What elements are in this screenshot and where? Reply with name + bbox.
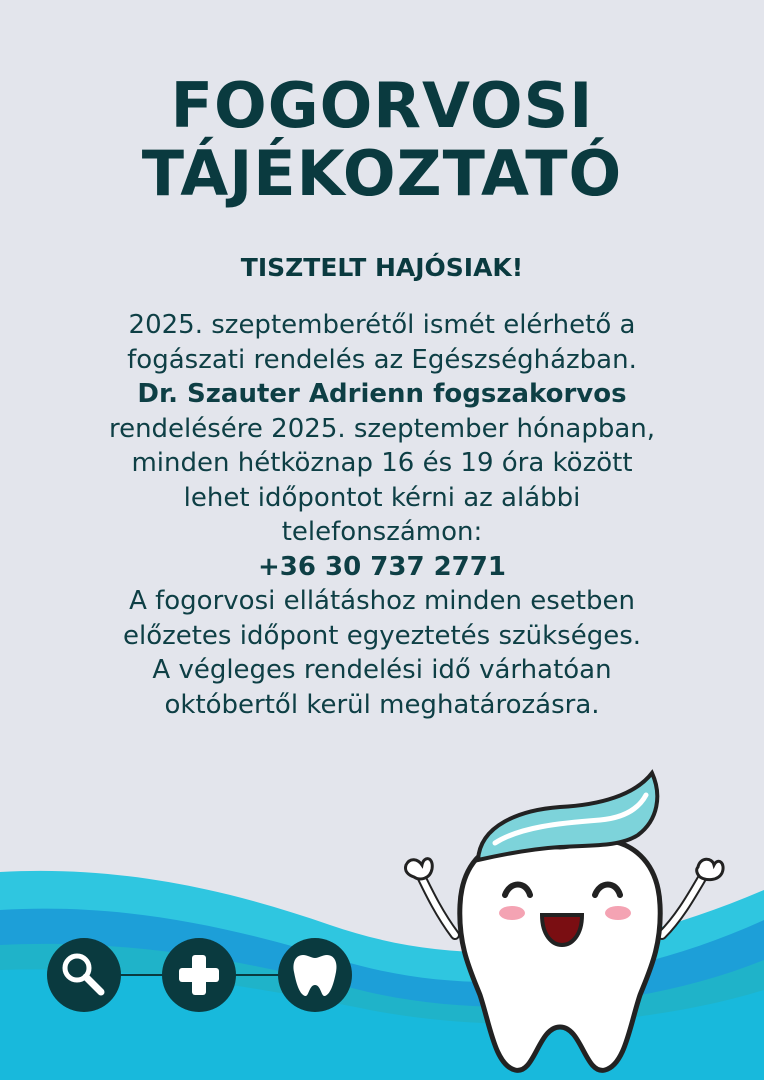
body-line: A fogorvosi ellátáshoz minden esetben — [129, 586, 635, 616]
tooth-mascot — [400, 765, 730, 1080]
body-line: 2025. szeptemberétől ismét elérhető a — [128, 310, 636, 340]
body-line: fogászati rendelés az Egészségházban. — [127, 344, 637, 375]
body-line: A végleges rendelési idő várhatóan — [152, 655, 612, 685]
body-line: telefonszámon: — [281, 517, 483, 547]
body-line: lehet időpontot kérni az alábbi — [183, 482, 581, 513]
title-line-2: TÁJÉKOZTATÓ — [141, 137, 623, 210]
tooth-icon — [278, 938, 352, 1012]
body-line: rendelésére 2025. szeptember hónapban, — [108, 413, 656, 444]
title-line-1: FOGORVOSI — [170, 69, 594, 142]
doctor-name: Dr. Szauter Adrienn fogszakorvos — [137, 379, 627, 409]
body-line: minden hétköznap 16 és 19 óra között — [131, 448, 633, 478]
body-line: előzetes időpont egyeztetés szükséges. — [122, 620, 642, 651]
magnifier-icon — [47, 938, 121, 1012]
plus-icon — [162, 938, 236, 1012]
phone-number: +36 30 737 2771 — [258, 551, 506, 582]
body-line: októbertől kerül meghatározásra. — [164, 689, 600, 720]
greeting-heading: TISZTELT HAJÓSIAK! — [240, 253, 524, 282]
